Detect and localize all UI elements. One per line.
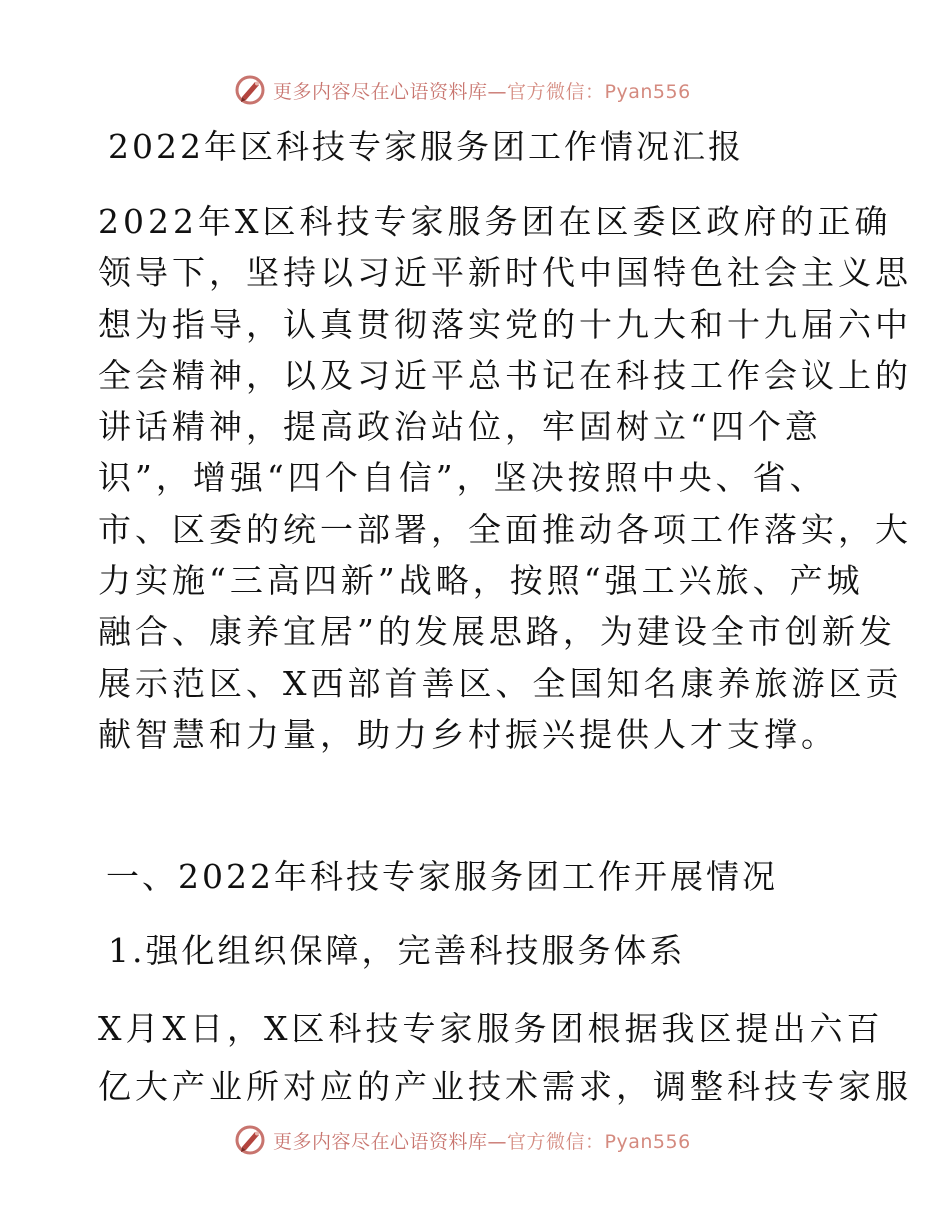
watermark-brand: 更多内容尽在心语资料库 [273,80,488,103]
paragraph-line: 全会精神，以及习近平总书记在科技工作会议上的 [98,355,912,395]
pen-circle-logo-icon [233,73,267,107]
watermark-wechat-id: Pyan556 [604,80,691,103]
paragraph-line: 想为指导，认真贯彻落实党的十九大和十九届六中 [98,304,912,344]
paragraph-line: 展示范区、X西部首善区、全国知名康养旅游区贡 [98,663,903,703]
subsection-heading: 1.强化组织保障，完善科技服务体系 [108,931,686,970]
watermark-text [273,1127,691,1154]
paragraph-line: 市、区委的统一部署，全面推动各项工作落实，大 [98,509,912,549]
watermark-separator: — [487,80,508,103]
section-heading: 一、2022年科技专家服务团工作开展情况 [106,857,778,896]
pen-circle-logo-icon [233,1123,267,1157]
document-title: 2022年区科技专家服务团工作情况汇报 [108,127,744,166]
footer-watermark [233,1120,691,1160]
paragraph-line: 亿大产业所对应的产业技术需求，调整科技专家服 [98,1067,912,1106]
watermark-brand: 更多内容尽在心语资料库 [273,1130,488,1153]
paragraph-line: 献智慧和力量，助力乡村振兴提供人才支撑。 [98,714,838,754]
watermark-separator: — [487,1130,508,1153]
intro-paragraph [98,196,912,760]
paragraph-line: 领导下，坚持以习近平新时代中国特色社会主义思 [98,253,912,293]
paragraph-line: 力实施“三高四新”战略，按照“强工兴旅、产城 [98,561,864,601]
paragraph-line: 识”，增强“四个自信”，坚决按照中央、省、 [98,458,827,498]
paragraph-line: 融合、康养宜居”的发展思路，为建设全市创新发 [98,612,896,652]
paragraph-line: 讲话精神，提高政治站位，牢固树立“四个意 [98,407,822,447]
watermark-wechat-label: 官方微信： [507,80,605,103]
watermark-wechat-id: Pyan556 [604,1130,691,1153]
paragraph-line: X月X日，X区科技专家服务团根据我区提出六百 [98,1009,884,1048]
watermark-wechat-label: 官方微信： [507,1130,605,1153]
body-paragraph [98,1000,912,1116]
paragraph-line: 2022年X区科技专家服务团在区委区政府的正确 [98,202,892,241]
watermark-text [273,77,691,104]
header-watermark [233,70,691,110]
